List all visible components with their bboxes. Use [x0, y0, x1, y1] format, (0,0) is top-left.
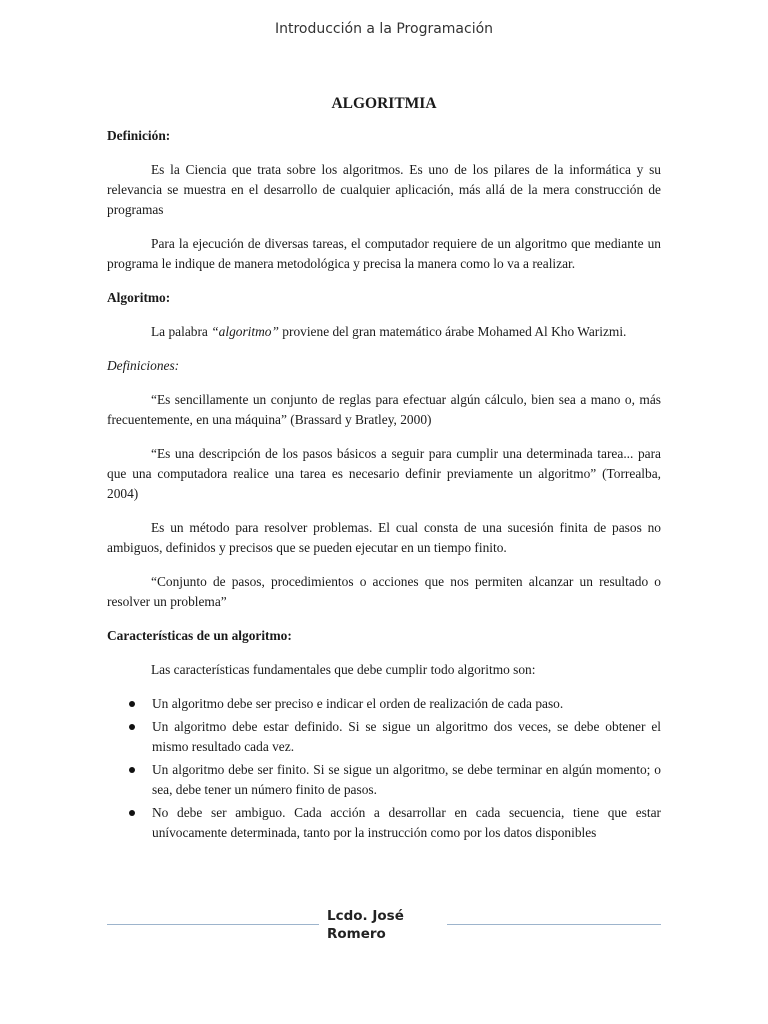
quote-definition-2: “Es una descripción de los pasos básicos a seguir para cumplir una determinada tarea... para que una computadora realice una tarea es necesario definir previamente un algoritmo” (Torrealba, 2004) — [107, 446, 661, 501]
footer-rule-left — [107, 924, 319, 925]
list-item-text: No debe ser ambiguo. Cada acción a desarrollar en cada secuencia, tiene que estar unívocamente determinada, tanto por la instrucción como por los datos disponibles — [152, 805, 661, 840]
list-item-text: Un algoritmo debe ser preciso e indicar el orden de realización de cada paso. — [152, 696, 564, 711]
section-heading-definiciones: Definiciones: — [107, 358, 180, 373]
document-body — [107, 94, 661, 846]
list-item-text: Un algoritmo debe ser finito. Si se sigue un algoritmo, se debe terminar en algún momento; o sea, debe tener un número finito de pasos. — [152, 762, 661, 797]
bullet-icon — [129, 767, 135, 773]
bullet-icon — [129, 701, 135, 707]
paragraph-algoritmo-post: proviene del gran matemático árabe Mohamed Al Kho Warizmi. — [278, 324, 627, 339]
paragraph-algoritmo — [107, 322, 661, 342]
section-heading-algoritmo: Algoritmo: — [107, 290, 171, 305]
bullet-icon — [129, 724, 135, 730]
footer-author-line-1: Lcdo. José — [327, 908, 404, 924]
list-item — [107, 803, 661, 843]
footer-author — [327, 907, 437, 943]
document-title: ALGORITMIA — [331, 95, 437, 112]
list-item — [107, 717, 661, 757]
list-item — [107, 694, 661, 714]
quote-definition-4: “Conjunto de pasos, procedimientos o acciones que nos permiten alcanzar un resultado o resolver un problema” — [107, 574, 661, 609]
characteristics-list — [107, 694, 661, 843]
list-item-text: Un algoritmo debe estar definido. Si se sigue un algoritmo dos veces, se debe obtener el mismo resultado cada vez. — [152, 719, 661, 754]
footer-author-line-2: Romero — [327, 926, 386, 942]
algoritmo-term: “algoritmo” — [211, 324, 279, 339]
paragraph-definicion-1: Es la Ciencia que trata sobre los algoritmos. Es uno de los pilares de la informática y su relevancia se muestra en el desarrollo de cualquier aplicación, más allá de la mera construcción de programas — [107, 162, 661, 217]
section-heading-definicion: Definición: — [107, 128, 171, 143]
bullet-icon — [129, 810, 135, 816]
footer-rule-right — [447, 924, 661, 925]
quote-definition-1: “Es sencillamente un conjunto de reglas para efectuar algún cálculo, bien sea a mano o, más frecuentemente, en una máquina” (Brassard y Bratley, 2000) — [107, 392, 661, 427]
paragraph-algoritmo-pre: La palabra — [151, 324, 212, 339]
section-heading-caracteristicas: Características de un algoritmo: — [107, 628, 292, 643]
list-item — [107, 760, 661, 800]
definition-3: Es un método para resolver problemas. El cual consta de una sucesión finita de pasos no ambiguos, definidos y precisos que se pueden ejecutar en un tiempo finito. — [107, 520, 661, 555]
paragraph-definicion-2: Para la ejecución de diversas tareas, el computador requiere de un algoritmo que mediante un programa le indique de manera metodológica y precisa la manera como lo va a realizar. — [107, 236, 661, 271]
page-header: Introducción a la Programación — [274, 21, 494, 37]
paragraph-caracteristicas: Las características fundamentales que debe cumplir todo algoritmo son: — [151, 662, 536, 677]
